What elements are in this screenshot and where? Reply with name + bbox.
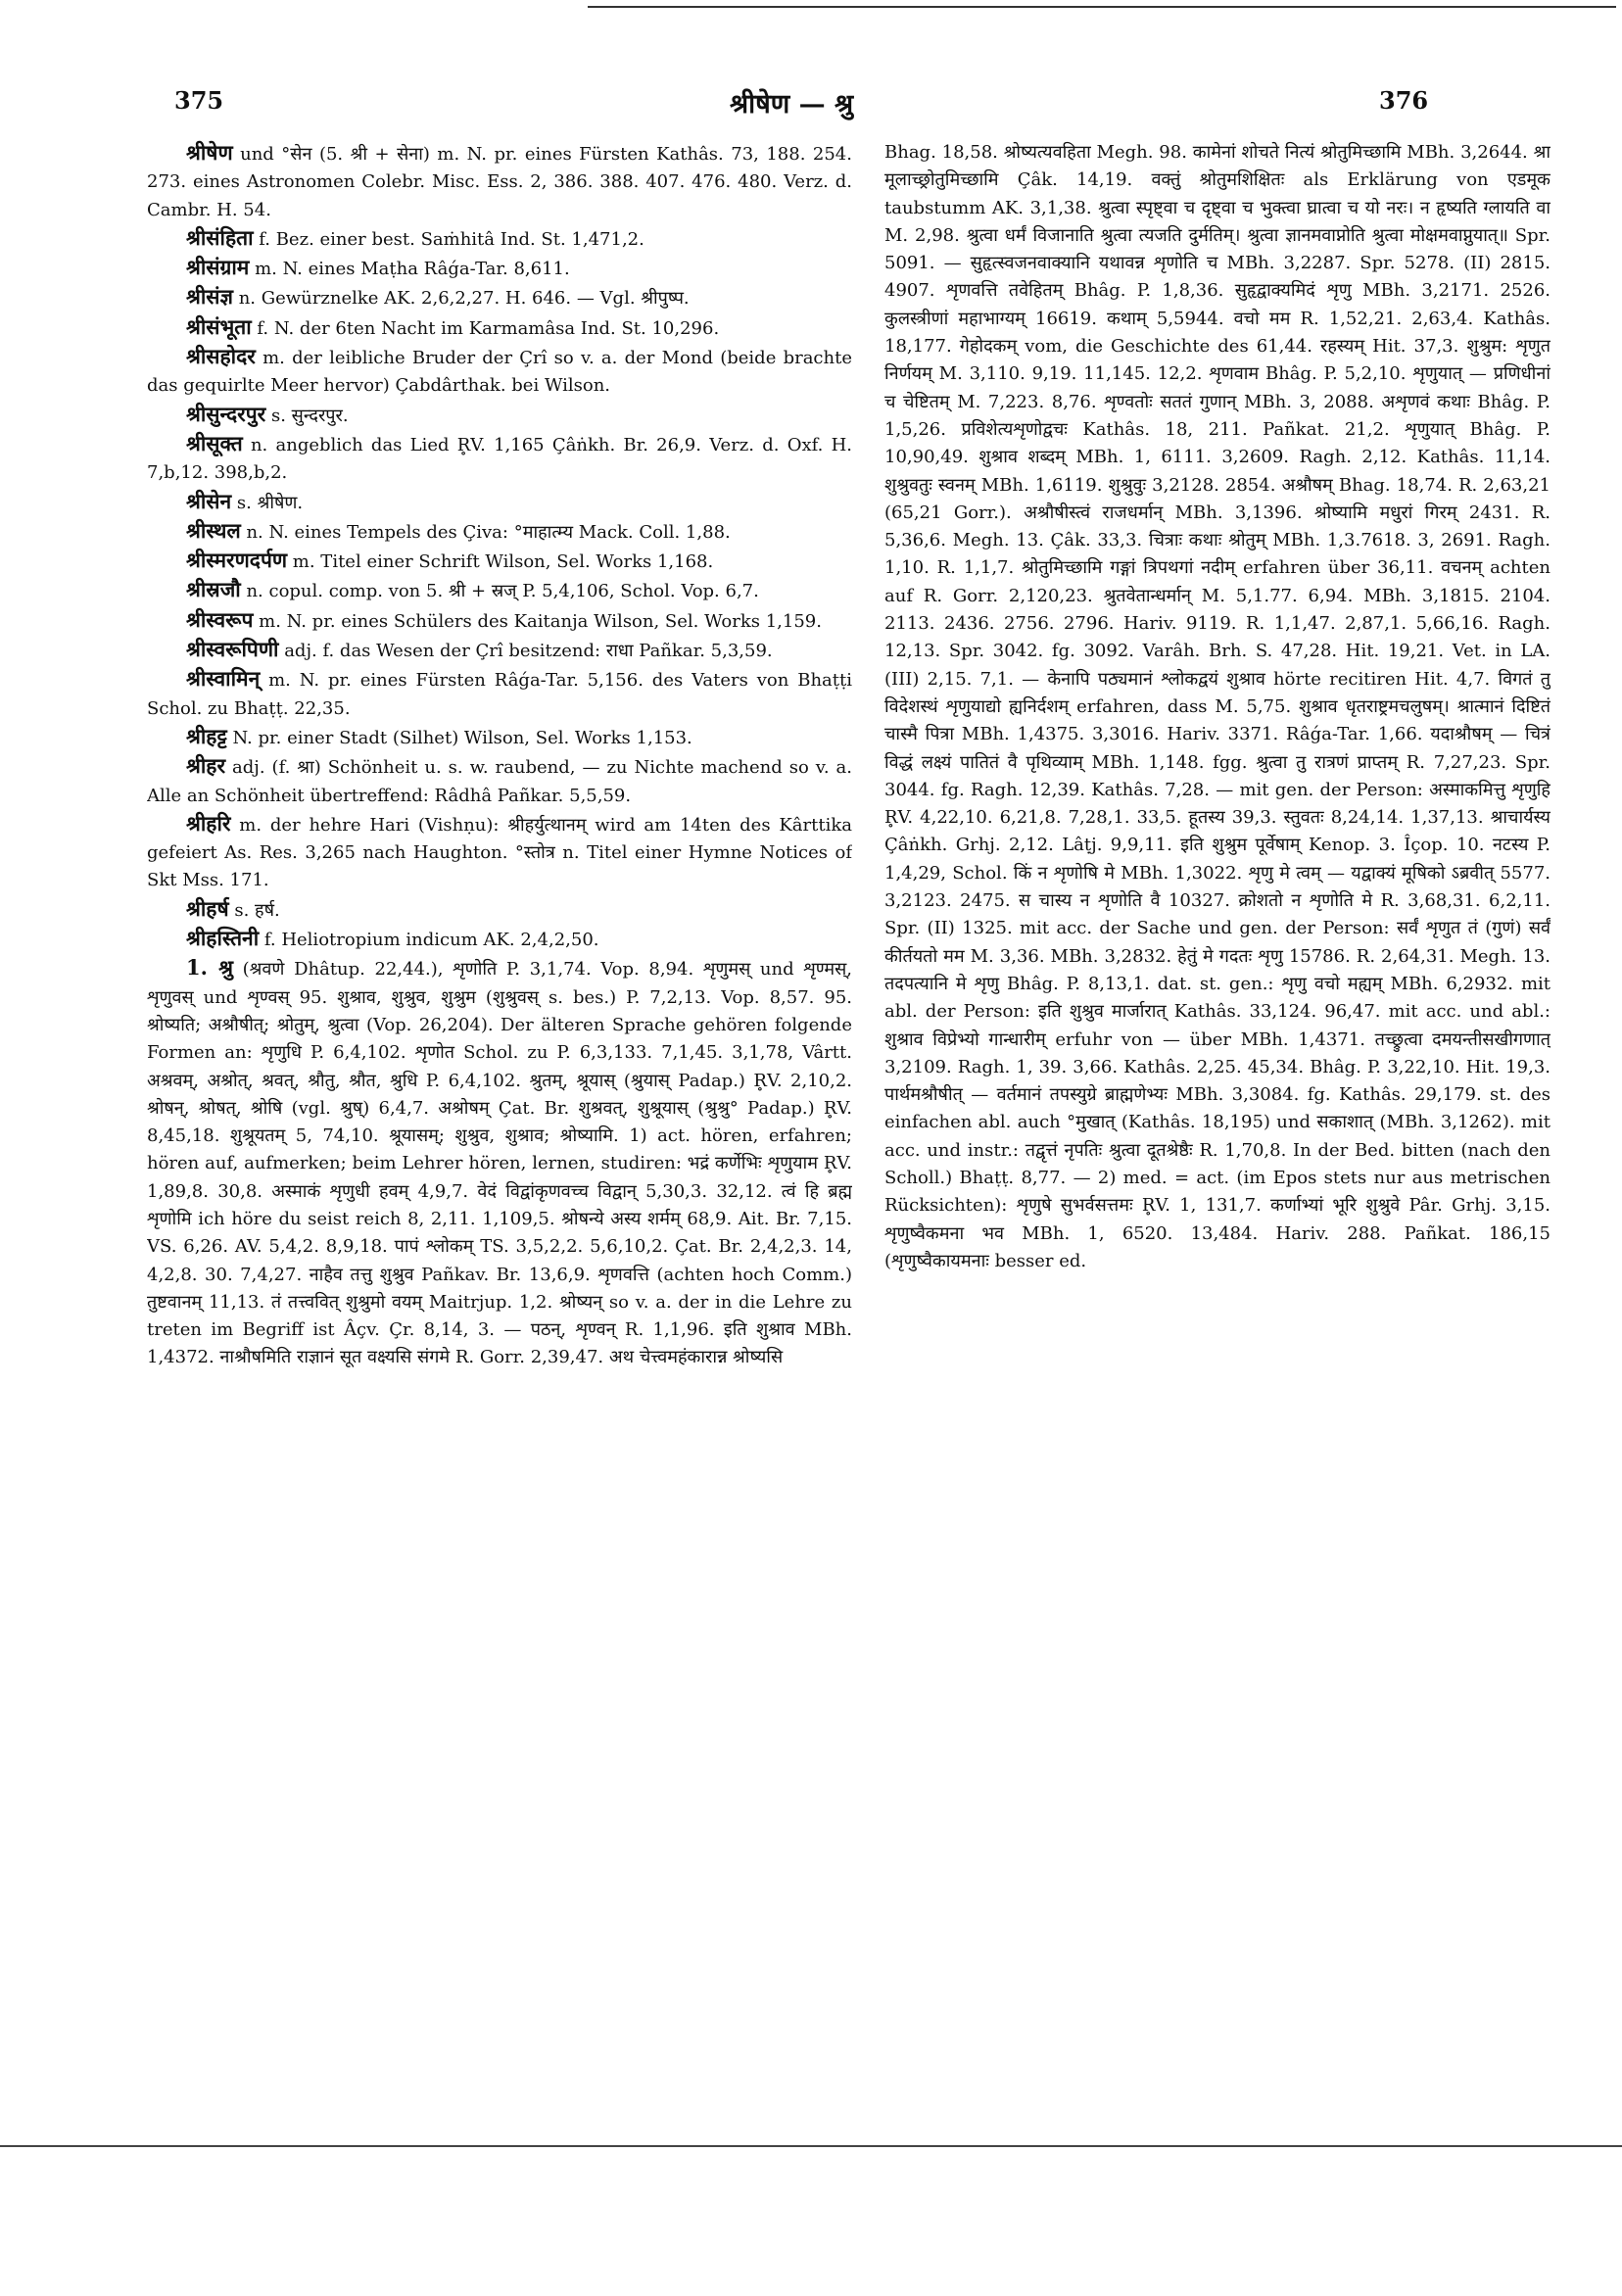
bottom-rule	[0, 2145, 1622, 2147]
dictionary-entry	[147, 313, 852, 343]
page-number-right: 376	[1379, 86, 1429, 115]
dictionary-entry	[147, 343, 852, 401]
entry-headword: श्रीषेण	[186, 140, 233, 165]
left-column	[147, 139, 852, 2093]
entry-text: m. der leibliche Bruder der Çrî so v. a. der Mond (beide brachte das gequirlte Meer hervor) Çabdârthak. bei Wilson.	[147, 348, 852, 397]
entry-text: s. हर्ष.	[228, 899, 280, 921]
entry-text: m. N. pr. eines Fürsten Râǵa-Tar. 5,156. des Vaters von Bhaṭṭi Schol. zu Bhaṭṭ. 22,35.	[147, 670, 852, 719]
entry-text: m. Titel einer Schrift Wilson, Sel. Works 1,168.	[287, 551, 714, 573]
entry-text: n. angeblich das Lied R̥V. 1,165 Çâṅkh. Br. 26,9. Verz. d. Oxf. H. 7,b,12. 398,b,2.	[147, 434, 852, 484]
entry-text: n. copul. comp. von 5. श्री + स्रज् P. 5,4,106, Schol. Vop. 6,7.	[240, 581, 759, 602]
entry-headword: श्रीसेन	[186, 488, 232, 513]
entry-text: adj. f. das Wesen der Çrî besitzend: राधा Pañkar. 5,3,59.	[278, 641, 773, 662]
dictionary-entry	[147, 488, 852, 517]
entry-text: s. श्रीषेण.	[231, 492, 304, 513]
dictionary-entry	[147, 283, 852, 312]
running-head: श्रीषेण — श्रु	[730, 89, 854, 120]
dictionary-entry	[147, 665, 852, 723]
entry-headword: श्रीहर्ष	[186, 895, 229, 921]
entry-text: (श्रवणे Dhâtup. 22,44.), शृणोति P. 3,1,74. Vop. 8,94. शृणुमस् und शृण्मस्, शृणुवस् und शृण्वस् 95. शुश्राव, शुश्रुव, शुश्रुम (शुश्रुवस् s. bes.) P. 7,2,13. Vop. 8,57. 95. श्रोष्यति; अश्रौषीत्; श्रोतुम्, श्रुत्वा (Vop. 26,204). Der älteren Sprache gehören folgende Formen an: शृणुधि P. 6,4,102. शृणोत Schol. zu P. 6,3,133. 7,1,45. 3,1,78, Vârtt. अश्रवम्, अश्रोत्, श्रवत्, श्रौतु, श्रौत, श्रुधि P. 6,4,102. श्रुतम्, श्रूयास् (श्रुयास् Padap.) R̥V. 2,10,2. श्रोषन्, श्रोषत्, श्रोषि (vgl. श्रुष्) 6,4,7. अश्रोषम् Çat. Br. शुश्रवत्, शुश्रूयास् (श्रुश्रु° Padap.) R̥V. 8,45,18. शुश्रूयतम् 5, 74,10. श्रूयासम्; शुश्रुव, शुश्राव; श्रोष्यामि. 1) act. hören, erfahren; hören auf, aufmerken; beim Lehrer hören, lernen, studiren: भद्रं कर्णेभिः शृणुयाम R̥V. 1,89,8. 30,8. अस्माकं शृणुधी हवम् 4,9,7. वेदं विद्वांकृणवच्च विद्वान् 5,30,3. 32,12. त्वं हि ब्रह्म शृणोमि ich höre du seist reich 8, 2,11. 1,109,5. श्रोषन्ये अस्य शर्मम् 68,9. Ait. Br. 7,15. VS. 6,26. AV. 5,4,2. 8,9,18. पापं श्लोकम् TS. 3,5,2,2. 5,6,10,2. Çat. Br. 2,4,2,3. 14, 4,2,8. 30. 7,4,27. नाहैव तत्तु शुश्रुव Pañkav. Br. 13,6,9. शृणवत्ति (achten hoch Comm.) तुष्टवानम् 11,13. तं तत्त्ववित् शुश्रुमो वयम् Maitrjup. 1,2. श्रोष्यन् so v. a. der in die Lehre zu treten im Begriff ist Âçv. Çr. 8,14, 3. — पठन्, शृण्वन् R. 1,1,96. इति शुश्राव MBh. 1,4372. नाश्रौषमिति राज्ञानं सूत वक्ष्यसि संगमे R. Gorr. 2,39,47. अथ चेत्त्वमहंकारान्न श्रोष्यसि	[147, 959, 852, 1368]
entry-text: N. pr. einer Stadt (Silhet) Wilson, Sel. Works 1,153.	[226, 727, 692, 748]
dictionary-entry	[147, 723, 852, 752]
page-number-left: 375	[174, 86, 224, 115]
entry-headword: श्रीस्वरूपिणी	[186, 637, 279, 662]
dictionary-entry	[147, 254, 852, 283]
dictionary-entry	[147, 810, 852, 895]
entry-headword: श्रीस्थल	[186, 517, 241, 543]
dictionary-entry	[147, 925, 852, 954]
entry-headword: श्रीसंग्राम	[186, 255, 250, 280]
dictionary-entry	[147, 576, 852, 605]
entry-text: n. N. eines Tempels des Çiva: °माहात्म्य Mack. Coll. 1,88.	[240, 521, 731, 543]
dictionary-entry	[147, 401, 852, 430]
entry-headword: श्रीहस्तिनी	[186, 926, 260, 951]
entry-headword: श्रीस्मरणदर्पण	[186, 548, 288, 573]
entry-headword: श्रीसुन्दरपुर	[186, 401, 266, 426]
entry-headword: श्रीसंज्ञ	[186, 284, 233, 310]
dictionary-entry	[147, 224, 852, 254]
entry-headword: 1. श्रु	[186, 955, 234, 981]
top-rule	[588, 6, 1616, 8]
dictionary-entry	[147, 752, 852, 810]
dictionary-entry	[147, 954, 852, 1371]
entry-text: m. N. eines Maṭha Râǵa-Tar. 8,611.	[249, 259, 570, 280]
entry-text: f. Heliotropium indicum AK. 2,4,2,50.	[259, 930, 599, 951]
entry-headword: श्रीसहोदर	[186, 344, 256, 369]
entry-text: m. der hehre Hari (Vishṇu): श्रीहर्युत्थानम् wird am 14ten des Kârttika gefeiert As. Res. 3,265 nach Haughton. °स्तोत्र n. Titel einer Hymne Notices of Skt Mss. 171.	[147, 814, 852, 891]
dictionary-entry	[147, 547, 852, 576]
entry-text: m. N. pr. eines Schülers des Kaitanja Wilson, Sel. Works 1,159.	[253, 610, 822, 632]
dictionary-entry	[147, 606, 852, 636]
dictionary-entry	[147, 636, 852, 665]
entry-text: n. Gewürznelke AK. 2,6,2,27. H. 646. — Vgl. श्रीपुष्प.	[232, 288, 690, 310]
dictionary-entry	[147, 430, 852, 488]
entry-text: s. सुन्दरपुर.	[265, 405, 349, 426]
right-column	[884, 139, 1550, 2093]
entry-headword: श्रीस्रजौ	[186, 577, 241, 602]
entry-text: und °सेन (5. श्री + सेना) m. N. pr. eines Fürsten Kathâs. 73, 188. 254. 273. eines Astronomen Colebr. Misc. Ess. 2, 386. 388. 407. 476. 480. Verz. d. Cambr. H. 54.	[147, 144, 852, 220]
entry-headword: श्रीहट्ट	[186, 723, 227, 748]
entry-headword: श्रीसंभूता	[186, 313, 252, 339]
continued-entry-text: Bhag. 18,58. श्रोष्यत्यवहिता Megh. 98. कामेनां शोचते नित्यं श्रोतुमिच्छामि MBh. 3,2644. श्रा मूलाच्छ्रोतुमिच्छामि Çâk. 14,19. वक्तुं श्रोतुमशिक्षितः als Erklärung von एडमूक taubstumm AK. 3,1,38. श्रुत्वा स्पृष्ट्वा च दृष्ट्वा च भुक्त्वा घ्रात्वा च यो नरः। न हृष्यति ग्लायति वा M. 2,98. श्रुत्वा धर्मं विजानाति श्रुत्वा त्यजति दुर्मतिम्। श्रुत्वा ज्ञानमवाप्नोति श्रुत्वा मोक्षमवाप्नुयात्॥ Spr. 5091. — सुहृत्स्वजनवाक्यानि यथावन्न शृणोति च MBh. 3,2287. Spr. 5278. (II) 2815. 4907. शृणवत्ति तवेहितम् Bhâg. P. 1,8,36. सुहृद्वाक्यमिदं शृणु MBh. 3,2171. 2526. कुलस्त्रीणां महाभाग्यम् 16619. कथाम् 5,5944. वचो मम R. 1,52,21. 2,63,4. Kathâs. 18,177. गेहोदकम् vom, die Geschichte des 61,44. रहस्यम् Hit. 37,3. शुश्रुम: शृणुत निर्णयम् M. 3,110. 9,19. 11,145. 12,2. शृणवाम Bhâg. P. 5,2,10. शृणुयात् — प्रणिधीनां च चेष्टितम् M. 7,223. 8,76. शृण्वतोः सततं गुणान् MBh. 3, 2088. अशृणवं कथाः Bhâg. P. 1,5,26. प्रविशेत्यशृणोद्वचः Kathâs. 18, 211. Pañkat. 21,2. शृणुयात् Bhâg. P. 10,90,49. शुश्राव शब्दम् MBh. 1, 6111. 3,2609. Ragh. 2,12. Kathâs. 11,14. शुश्रुवतुः स्वनम् MBh. 1,6119. शुश्रुवुः 3,2128. 2854. अश्रौषम् Bhag. 18,74. R. 2,63,21 (65,21 Gorr.). अश्रौषीस्त्वं राजधर्मान् MBh. 3,1396. श्रोष्यामि मधुरां गिरम् 2431. R. 5,36,6. Megh. 13. Çâk. 33,3. चित्राः कथाः श्रोतुम् MBh. 1,3.7618. 3, 2691. Ragh. 1,10. R. 1,1,7. श्रोतुमिच्छामि गङ्गां त्रिपथगां नदीम् erfahren über 36,11. वचनम् achten auf R. Gorr. 2,120,23. श्रुतवेतान्धर्मान् M. 5,1.77. 6,94. MBh. 3,1815. 2104. 2113. 2436. 2756. 2796. Hariv. 9119. R. 1,1,47. 2,87,1. 5,66,16. Ragh. 12,13. Spr. 3042. fg. 3092. Varâh. Brh. S. 47,28. Hit. 19,21. Vet. in LA. (III) 2,15. 7,1. — केनापि पठ्यमानं श्लोकद्वयं शुश्राव hörte recitiren Hit. 4,7. विगतं तु विदेशस्थं शृणुयाद्यो ह्यनिर्दशम् erfahren, dass M. 5,75. शुश्राव धृतराष्ट्रमचलुषम्। श्रात्मानं दिष्टितं चास्मै पित्रा MBh. 1,4375. 3,3016. Hariv. 3371. Râǵa-Tar. 1,66. यदाश्रौषम् — चित्रं विद्धं लक्ष्यं पातितं वै पृथिव्याम् MBh. 1,148. fgg. श्रुत्वा तु रात्रणं प्राप्तम् R. 7,27,23. Spr. 3044. fg. Ragh. 12,39. Kathâs. 7,28. — mit gen. der Person: अस्माकमित्तु शृणुहि R̥V. 4,22,10. 6,21,8. 7,28,1. 33,5. हूतस्य 39,3. स्तुवतः 8,24,14. 1,37,13. श्राचार्यस्य Çâṅkh. Grhj. 2,12. Lâṭj. 9,9,11. इति शुश्रुम पूर्वेषाम् Kenop. 3. Îçop. 10. नटस्य P. 1,4,29, Schol. किं न शृणोषि मे MBh. 1,3022. शृणु मे त्वम् — यद्वाक्यं मूषिको ऽब्रवीत् 5577. 3,2123. 2475. स चास्य न शृणोति वै 10327. क्रोशतो न शृणोति मे R. 3,68,31. 6,2,11. Spr. (II) 1325. mit acc. der Sache und gen. der Person: सर्वं शृणुत तं (गुणं) सर्वं कीर्तयतो मम M. 3,36. MBh. 3,2832. हेतुं मे गदतः शृणु 15786. R. 2,64,31. Megh. 13. तदपत्यानि मे शृणु Bhâg. P. 8,13,1. dat. st. gen.: शृणु वचो मह्यम् MBh. 6,2932. mit abl. der Person: इति शुश्रुव मार्जारात् Kathâs. 33,124. 96,47. mit acc. und abl.: शुश्राव विप्रेभ्यो गान्धारीम् erfuhr von — über MBh. 1,4371. तच्छ्रुत्वा दमयन्तीसखीगणात् 3,2109. Ragh. 1, 39. 3,66. Kathâs. 2,25. 45,34. Bhâg. P. 3,22,10. Hit. 19,3. पार्थमश्रौषीत् — वर्तमानं तपस्युग्रे ब्राह्मणेभ्यः MBh. 3,3084. fg. Kathâs. 29,179. st. des einfachen abl. auch °मुखात् (Kathâs. 18,195) und सकाशात् (MBh. 3,1262). mit acc. und instr.: तद्वृत्तं नृपतिः श्रुत्वा दूतश्रेष्ठैः R. 1,70,8. In der Bed. bitten (nach den Scholl.) Bhaṭṭ. 8,77. — 2) med. = act. (im Epos stets nur aus metrischen Rücksichten): शृणुषे सुभर्वसत्तमः R̥V. 1, 131,7. कर्णाभ्यां भूरि शुश्रुवे Pâr. Grhj. 3,15. शृणुष्वैकमना भव MBh. 1, 6520. 13,484. Hariv. 288. Pañkat. 186,15 (शृणुष्वैकायमनाः besser ed.	[884, 142, 1550, 1271]
dictionary-entry	[147, 139, 852, 224]
entry-text: adj. (f. श्रा) Schönheit u. s. w. raubend, — zu Nichte machend so v. a. Alle an Schönheit übertreffend: Râdhâ Pañkar. 5,5,59.	[147, 757, 852, 806]
entry-headword: श्रीस्वामिन्	[186, 666, 261, 692]
entry-headword: श्रीसूक्त	[186, 430, 243, 455]
dictionary-entry	[147, 517, 852, 547]
entry-headword: श्रीहरि	[186, 810, 231, 836]
dictionary-entry	[147, 895, 852, 925]
entry-headword: श्रीहर	[186, 753, 226, 779]
entry-text: f. Bez. einer best. Saṁhitâ Ind. St. 1,471,2.	[253, 228, 644, 250]
entry-headword: श्रीसंहिता	[186, 224, 254, 250]
entry-headword: श्रीस्वरूप	[186, 606, 254, 632]
entry-text: f. N. der 6ten Nacht im Karmamâsa Ind. St. 10,296.	[251, 317, 720, 339]
